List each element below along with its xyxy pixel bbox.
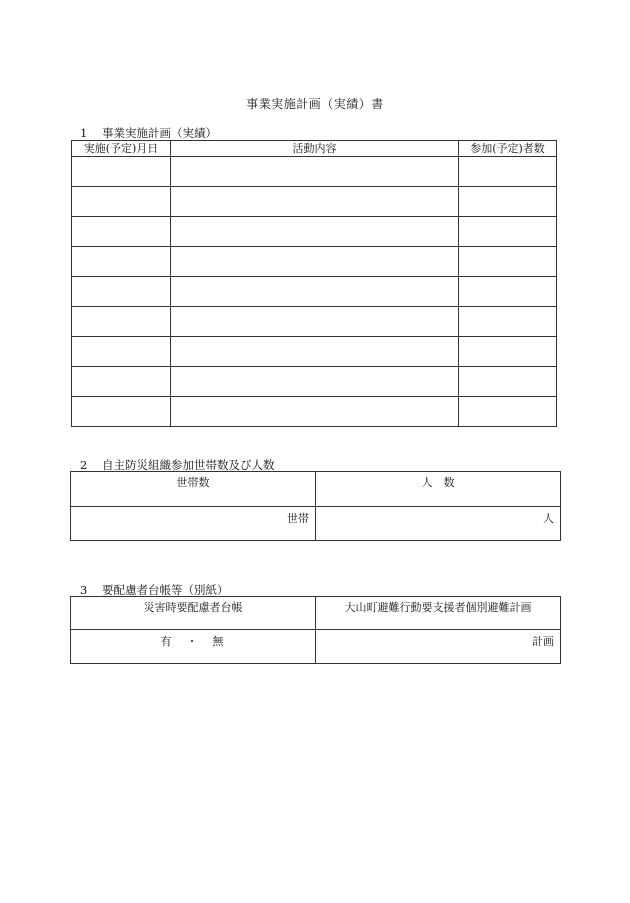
activity-cell[interactable] [171, 367, 459, 397]
section-3-number: 3 [80, 583, 88, 597]
activity-cell[interactable] [171, 217, 459, 247]
section-1-number: 1 [80, 126, 88, 140]
participants-cell[interactable] [459, 367, 557, 397]
column-header-participants: 参加(予定)者数 [459, 141, 557, 157]
activity-plan-table [71, 140, 557, 427]
register-availability-cell: 有 ・ 無 [71, 630, 316, 664]
participants-cell[interactable] [459, 277, 557, 307]
table-row [71, 507, 561, 541]
column-header-activity: 活動内容 [171, 141, 459, 157]
table-row [72, 187, 557, 217]
document-title: 事業実施計画（実績）書 [246, 97, 384, 111]
table-row [72, 367, 557, 397]
section-2-title: 自主防災組織参加世帯数及び人数 [102, 458, 275, 472]
date-cell[interactable] [72, 277, 171, 307]
table-header-row [72, 141, 557, 157]
table-row [72, 307, 557, 337]
activity-cell[interactable] [171, 157, 459, 187]
column-header-care-register: 災害時要配慮者台帳 [71, 597, 316, 630]
table-row [72, 337, 557, 367]
date-cell[interactable] [72, 247, 171, 277]
participants-cell[interactable] [459, 217, 557, 247]
date-cell[interactable] [72, 337, 171, 367]
households-unit-cell: 世帯 [71, 507, 316, 541]
date-cell[interactable] [72, 187, 171, 217]
table-row [72, 397, 557, 427]
date-cell[interactable] [72, 157, 171, 187]
table-header-row [71, 472, 561, 507]
section-2-number: 2 [80, 458, 88, 472]
table-row [72, 157, 557, 187]
table-row [72, 277, 557, 307]
table-row [72, 217, 557, 247]
section-1-heading [80, 125, 217, 141]
date-cell[interactable] [72, 307, 171, 337]
table-row [71, 630, 561, 664]
activity-cell[interactable] [171, 397, 459, 427]
activity-cell[interactable] [171, 247, 459, 277]
date-cell[interactable] [72, 367, 171, 397]
column-header-date: 実施(予定)月日 [72, 141, 171, 157]
column-header-persons: 人 数 [316, 472, 561, 507]
table-row [72, 247, 557, 277]
participants-cell[interactable] [459, 307, 557, 337]
participants-cell[interactable] [459, 337, 557, 367]
care-register-table [70, 596, 561, 664]
section-1-title: 事業実施計画（実績） [102, 126, 217, 140]
plan-unit-cell: 計画 [316, 630, 561, 664]
participants-cell[interactable] [459, 397, 557, 427]
household-count-table [70, 471, 561, 541]
activity-cell[interactable] [171, 187, 459, 217]
activity-cell[interactable] [171, 277, 459, 307]
persons-unit-cell: 人 [316, 507, 561, 541]
activity-cell[interactable] [171, 307, 459, 337]
participants-cell[interactable] [459, 187, 557, 217]
column-header-evacuation-plan: 大山町避難行動要支援者個別避難計画 [316, 597, 561, 630]
column-header-households: 世帯数 [71, 472, 316, 507]
date-cell[interactable] [72, 397, 171, 427]
activity-plan-body [72, 157, 557, 427]
table-header-row [71, 597, 561, 630]
date-cell[interactable] [72, 217, 171, 247]
participants-cell[interactable] [459, 247, 557, 277]
participants-cell[interactable] [459, 157, 557, 187]
activity-cell[interactable] [171, 337, 459, 367]
section-3-title: 要配慮者台帳等（別紙） [102, 583, 229, 597]
